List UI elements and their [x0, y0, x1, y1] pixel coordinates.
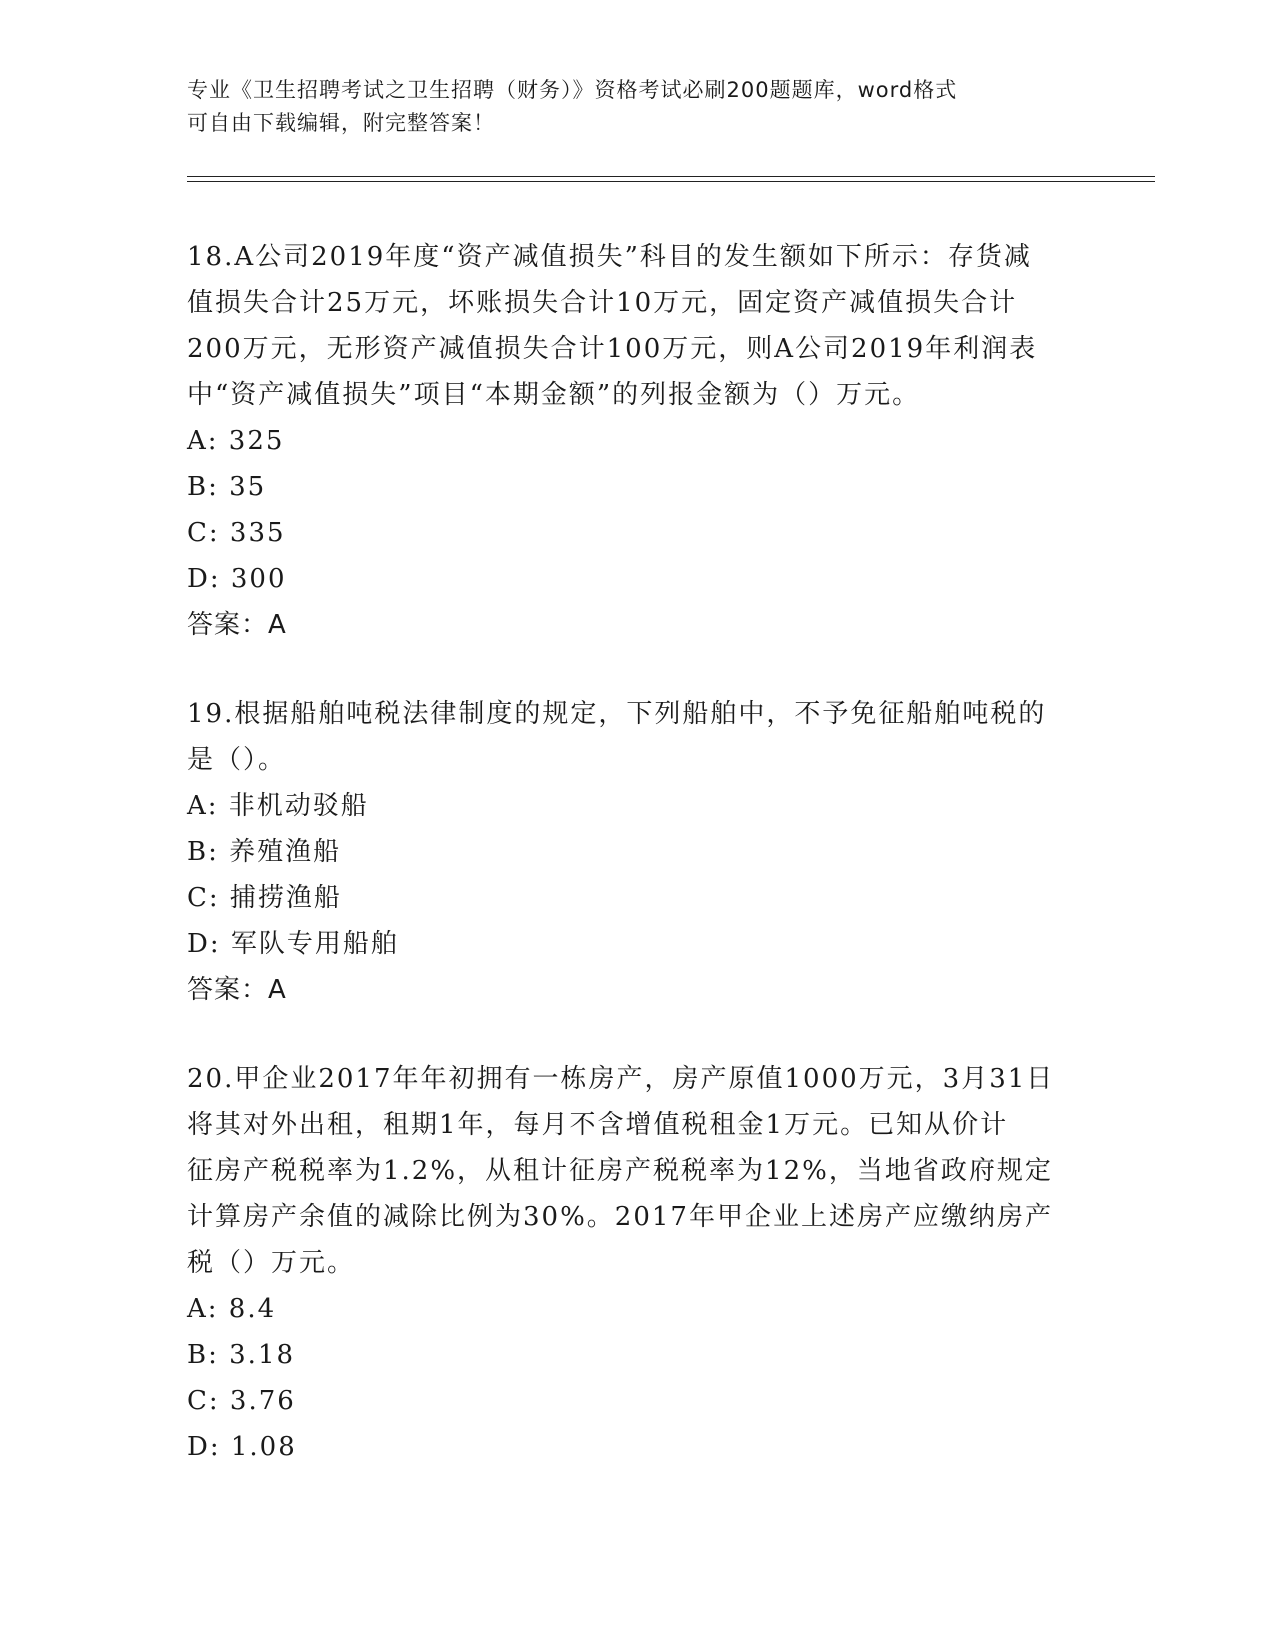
- question-stem-line: 计算房产余值的减除比例为30%。2017年甲企业上述房产应缴纳房产: [187, 1202, 1053, 1232]
- question-stem-line: 值损失合计25万元，坏账损失合计10万元，固定资产减值损失合计: [187, 288, 1018, 318]
- question-stem-line: 中“资产减值损失”项目“本期金额”的列报金额为（）万元。: [187, 380, 921, 410]
- question-18: [187, 234, 1087, 648]
- header-line-1: 专业《卫生招聘考试之卫生招聘（财务）》资格考试必刷200题题库，word格式: [187, 78, 958, 102]
- question-19: [187, 691, 1087, 1013]
- option-a: A: 325: [187, 426, 285, 456]
- question-stem-line: 是（）。: [187, 745, 287, 775]
- option-b: B: 3.18: [187, 1340, 296, 1370]
- question-stem-line: 将其对外出租，租期1年，每月不含增值税租金1万元。已知从价计: [187, 1110, 1009, 1140]
- option-c: C: 3.76: [187, 1386, 296, 1416]
- option-b: B: 养殖渔船: [187, 837, 342, 867]
- answer: 答案：A: [187, 975, 287, 1005]
- option-d: D: 1.08: [187, 1432, 297, 1462]
- option-d: D: 300: [187, 564, 287, 594]
- question-stem-line: 20.甲企业2017年年初拥有一栋房产，房产原值1000万元，3月31日: [187, 1064, 1055, 1094]
- question-stem-line: 税（）万元。: [187, 1248, 356, 1278]
- option-c: C: 捕捞渔船: [187, 883, 342, 913]
- header-divider-bottom: [187, 181, 1155, 182]
- question-stem-line: 19.根据船舶吨税法律制度的规定，下列船舶中，不予免征船舶吨税的: [187, 699, 1047, 729]
- question-stem-line: 征房产税税率为1.2%，从租计征房产税税率为12%，当地省政府规定: [187, 1156, 1053, 1186]
- option-b: B: 35: [187, 472, 267, 502]
- option-c: C: 335: [187, 518, 286, 548]
- option-a: A: 8.4: [187, 1294, 277, 1324]
- question-20: [187, 1056, 1087, 1470]
- answer: 答案：A: [187, 610, 287, 640]
- header-line-2: 可自由下载编辑，附完整答案！: [187, 111, 495, 135]
- question-stem-line: 18.A公司2019年度“资产减值损失”科目的发生额如下所示：存货减: [187, 242, 1032, 272]
- option-d: D: 军队专用船舶: [187, 929, 399, 959]
- option-a: A: 非机动驳船: [187, 791, 369, 821]
- document-header: [187, 74, 1067, 140]
- question-stem-line: 200万元，无形资产减值损失合计100万元，则A公司2019年利润表: [187, 334, 1038, 364]
- header-divider-top: [187, 176, 1155, 177]
